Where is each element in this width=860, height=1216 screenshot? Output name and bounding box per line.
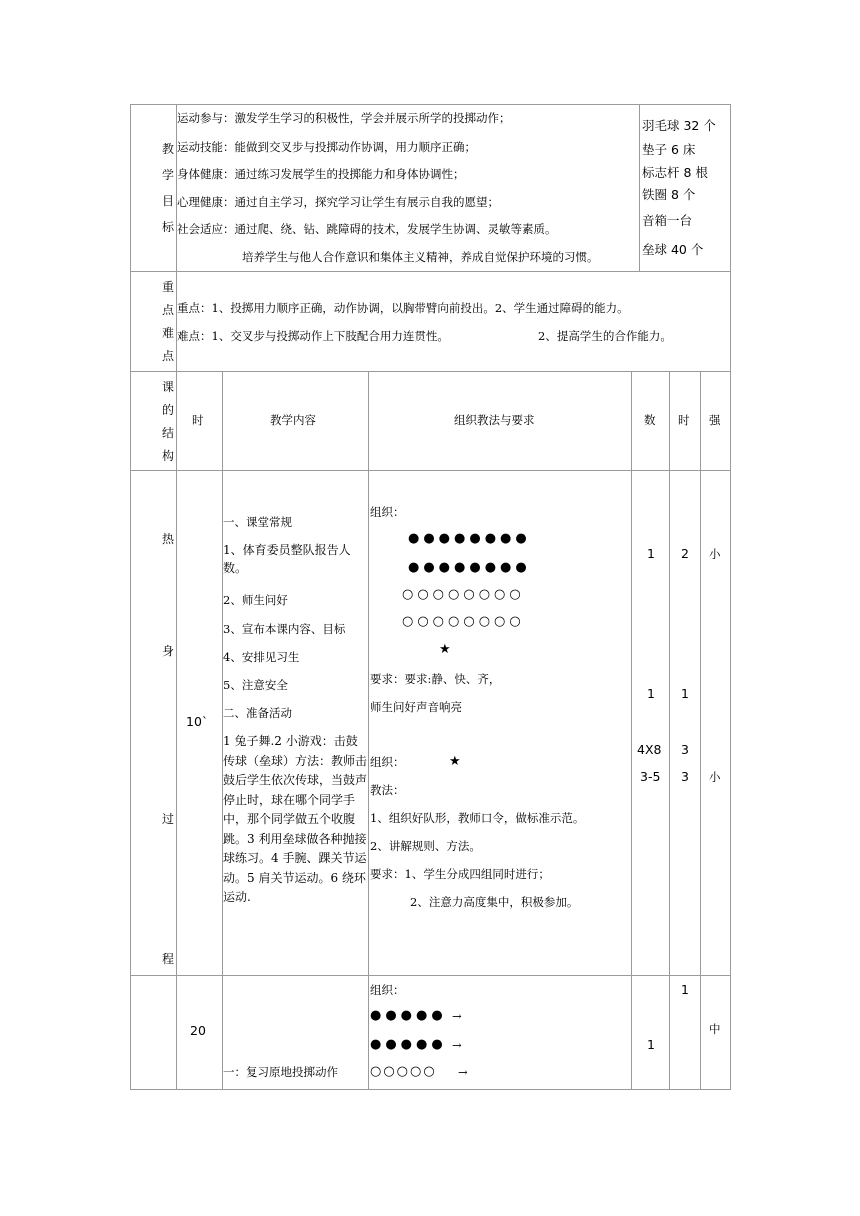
header-intensity: 强	[709, 413, 721, 427]
formation-row-hollow: ○○○○○○○○	[402, 587, 525, 602]
formation-row-hollow: ○○○○○	[370, 1064, 437, 1079]
header-time: 时	[192, 413, 204, 427]
header-content: 教学内容	[270, 413, 316, 427]
teacher-star-icon: ★	[439, 642, 451, 657]
formation-row-filled: ●●●●●	[370, 1037, 447, 1052]
equipment-item: 铁圈 8 个	[642, 187, 696, 202]
part2-intensity: 中	[709, 1022, 721, 1036]
header-count: 数	[644, 413, 656, 427]
equipment-item: 标志杆 8 根	[642, 165, 708, 180]
lesson-structure-table	[130, 372, 731, 1090]
arrow-right-icon: →	[452, 1009, 462, 1023]
header-method: 组织教法与要求	[454, 413, 535, 427]
key-point-text: 重点：1、投掷用力顺序正确，动作协调，以胸带臂向前投出。2、学生通过障碍的能力。	[177, 301, 629, 315]
objective-item: 社会适应：通过爬、绕、钻、跳障碍的技术，发展学生协调、灵敏等素质。	[177, 222, 557, 236]
key-points-table	[130, 272, 731, 372]
teacher-star-icon: ★	[449, 754, 461, 769]
part2-content: 一：复习原地投掷动作	[223, 1065, 338, 1079]
formation-row-filled: ●●●●●●●●	[408, 560, 531, 575]
part2-duration: 1	[681, 982, 689, 997]
objective-item: 培养学生与他人合作意识和集体主义精神，养成自觉保护环境的习惯。	[242, 250, 599, 264]
lesson-plan-page: 教 学 目 标 运动参与：激发学生学习的积极性，学会并展示所学的投掷动作； 运动技能：能做到交叉步与投掷动作协调，用力顺序正确； 身体健康：通过练习发展学生的投掷能力和身体协调性； 心理健康：通过自主学习，探究学习让学生有展示自我的愿望； 社会适应：通过爬、绕、钻、跳障碍的技术，发展学生协调、灵敏等素质。 培养学生与他人合作意识和集体主义精神，养成自觉保护环境的习惯。 羽毛球 32 个 垫子 6 床 标志杆 8 根 铁圈 8 个 音箱一台 垒球 40 个 重 点 难 点 重点：1、投掷用力顺序正确，动作协调，以胸带臂向前投出。2、学生通过障碍的能力。 难点：1、交叉步与投掷动作上下肢配合用力连贯性。 2、提高学生的合作能力。 课 的 结 构 时 教学内容 组织教法与要求 数 时 强 热 身 过 程 10` 一、课堂常规 1、体育委员整队报告人数。 2、师生问好 3、宣布本课内容、目标 4、安排见习生 5、注意安全 二、准备活动 1 兔子舞.2 小游戏：击鼓传球（垒球）方法：教师击鼓后学生依次传球，当鼓声停止时，球在哪个同学手中，那个同学做五个收腹跳。3 利用垒球做各种抛接球练习。4 手腕、踝关节运动。5 肩关节运动。6 绕环运动. 组织： ●●●●●●●● ●●●●●●●● ○○○○○○○○ ○○○○○○○○ ★ 要求：要求:静、快、齐， 师生问好声音响亮 组织： ★ 教法： 1、组织好队形，教师口令，做标准示范。 2、讲解规则、方法。 要求：1、学生分成四组同时进行； 2、注意力高度集中，积极参加。 1 1 4X8 3-5 2 1 3 3 小 小 20 一：复习原地投掷动作 组织： ●●●●● → ●●●●● → ○○○○○ → 1 1 中	[0, 0, 860, 1216]
equipment-item: 音箱一台	[642, 213, 693, 228]
formation-row-filled: ●●●●●	[370, 1008, 447, 1023]
arrow-right-icon: →	[458, 1065, 468, 1079]
part2-count: 1	[647, 1037, 655, 1052]
arrow-right-icon: →	[452, 1038, 462, 1052]
warmup-time: 10`	[186, 714, 209, 729]
objectives-table	[130, 104, 731, 272]
equipment-item: 羽毛球 32 个	[642, 118, 716, 133]
equipment-item: 垒球 40 个	[642, 242, 704, 257]
objective-item: 运动技能：能做到交叉步与投掷动作协调，用力顺序正确；	[177, 140, 476, 154]
part2-time: 20	[190, 1023, 206, 1038]
difficult-point-text-2: 2、提高学生的合作能力。	[538, 329, 672, 343]
objective-item: 运动参与：激发学生学习的积极性，学会并展示所学的投掷动作；	[177, 111, 511, 125]
header-duration: 时	[678, 413, 690, 427]
objective-item: 心理健康：通过自主学习，探究学习让学生有展示自我的愿望；	[177, 195, 499, 209]
formation-row-filled: ●●●●●●●●	[408, 531, 531, 546]
objective-item: 身体健康：通过练习发展学生的投掷能力和身体协调性；	[177, 167, 465, 181]
formation-row-hollow: ○○○○○○○○	[402, 614, 525, 629]
difficult-point-text: 难点：1、交叉步与投掷动作上下肢配合用力连贯性。	[177, 329, 449, 343]
equipment-item: 垫子 6 床	[642, 142, 696, 157]
